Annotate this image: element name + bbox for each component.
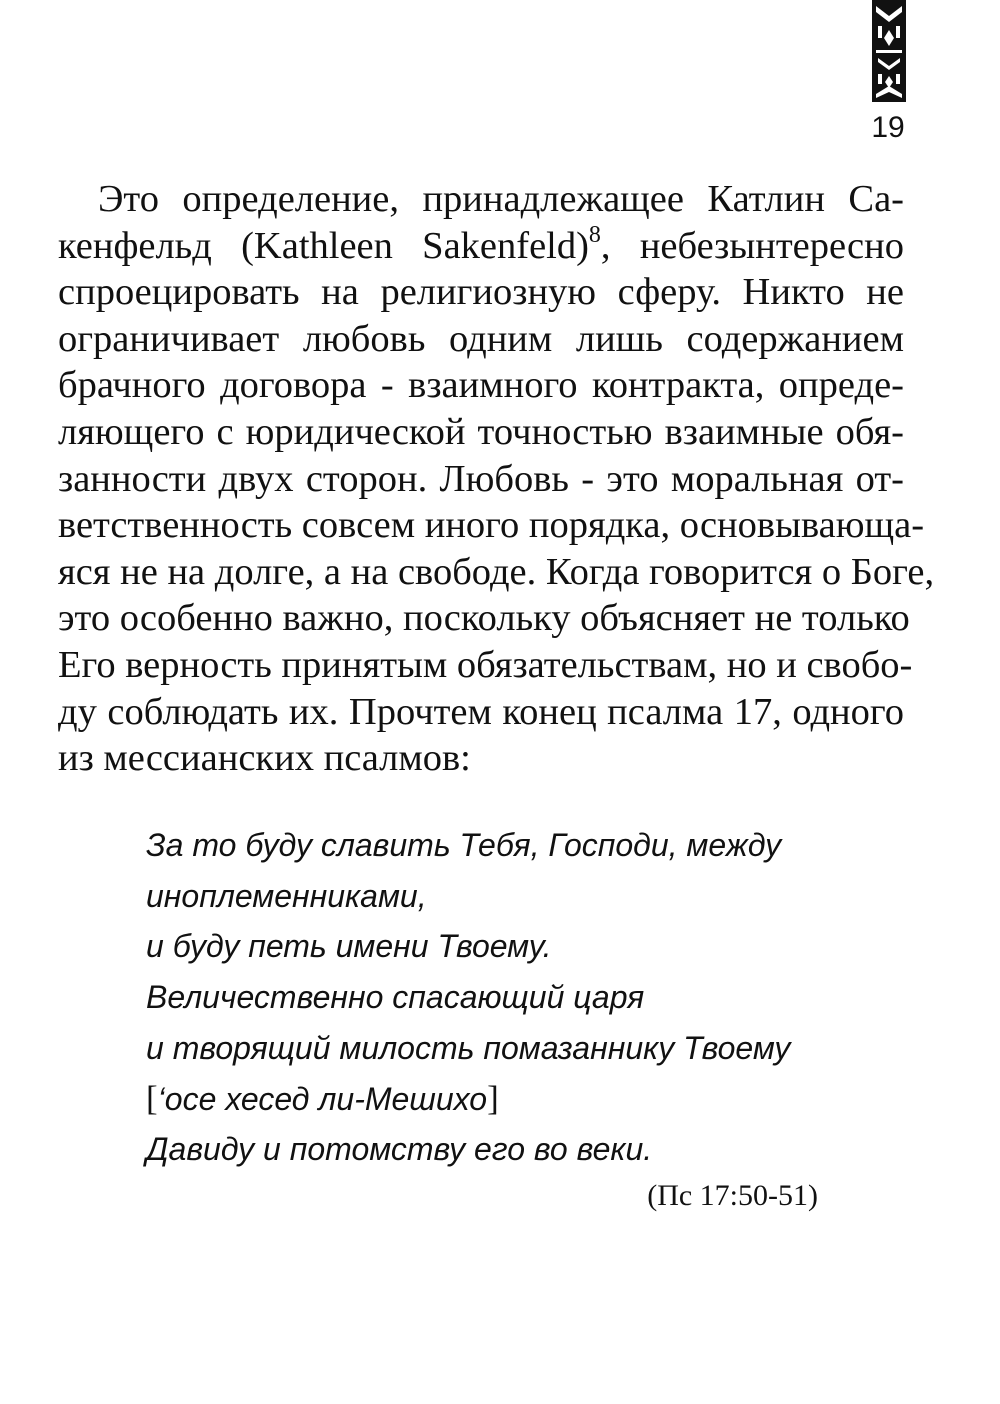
page-number: 19	[871, 111, 905, 144]
paragraph-line: Это определение, принадлежащее Катлин Са-	[98, 178, 904, 220]
footnote-marker: 8	[588, 221, 601, 248]
psalm-quote	[146, 820, 866, 1175]
main-paragraph	[58, 176, 935, 782]
paragraph-line: это особенно важно, поскольку объясняет не только	[58, 597, 910, 640]
transliteration: ‘осе хесед ли-Мешихо	[157, 1080, 488, 1117]
paragraph-line: ляющего с юридической точностью взаимные обя-	[58, 410, 904, 453]
scripture-reference: (Пс 17:50-51)	[647, 1179, 818, 1212]
quote-line: и буду петь имени Твоему.	[146, 928, 552, 965]
ornament-icon	[872, 0, 906, 102]
quote-line: Величественно спасающий царя	[146, 979, 645, 1016]
paragraph-line: занности двух сторон. Любовь - это моральная от-	[58, 457, 904, 500]
quote-line: Давиду и потомству его во веки.	[146, 1131, 653, 1168]
paragraph-line: ветственность совсем иного порядка, основывающа-	[58, 504, 925, 547]
open-bracket: [	[146, 1078, 158, 1118]
paragraph-line: яся не на долге, а на свободе. Когда говорится о Боге,	[58, 550, 935, 593]
paragraph-line-start: кенфельд (Kathleen Sakenfeld)	[58, 224, 589, 267]
paragraph-line: Его верность принятым обязательствам, но и свобо-	[58, 643, 913, 686]
close-bracket: ]	[487, 1078, 499, 1118]
quote-line: иноплеменниками,	[146, 877, 427, 914]
quote-line: За то буду славить Тебя, Господи, между	[146, 827, 782, 863]
paragraph-line: ограничивает любовь одним лишь содержанием	[58, 317, 904, 360]
paragraph-line: из мессианских псалмов:	[58, 737, 471, 780]
quote-line	[146, 1074, 866, 1125]
paragraph-line: ду соблюдать их. Прочтем конец псалма 17, одного	[58, 690, 904, 733]
paragraph-line: брачного договора - взаимного контракта, опреде-	[58, 364, 904, 407]
quote-line: и творящий милость помазаннику Твоему	[146, 1029, 791, 1066]
paragraph-line-end: , небезынтересно	[600, 224, 904, 267]
paragraph-line: спроецировать на религиозную сферу. Никто не	[58, 271, 904, 314]
paragraph-line	[58, 223, 904, 270]
